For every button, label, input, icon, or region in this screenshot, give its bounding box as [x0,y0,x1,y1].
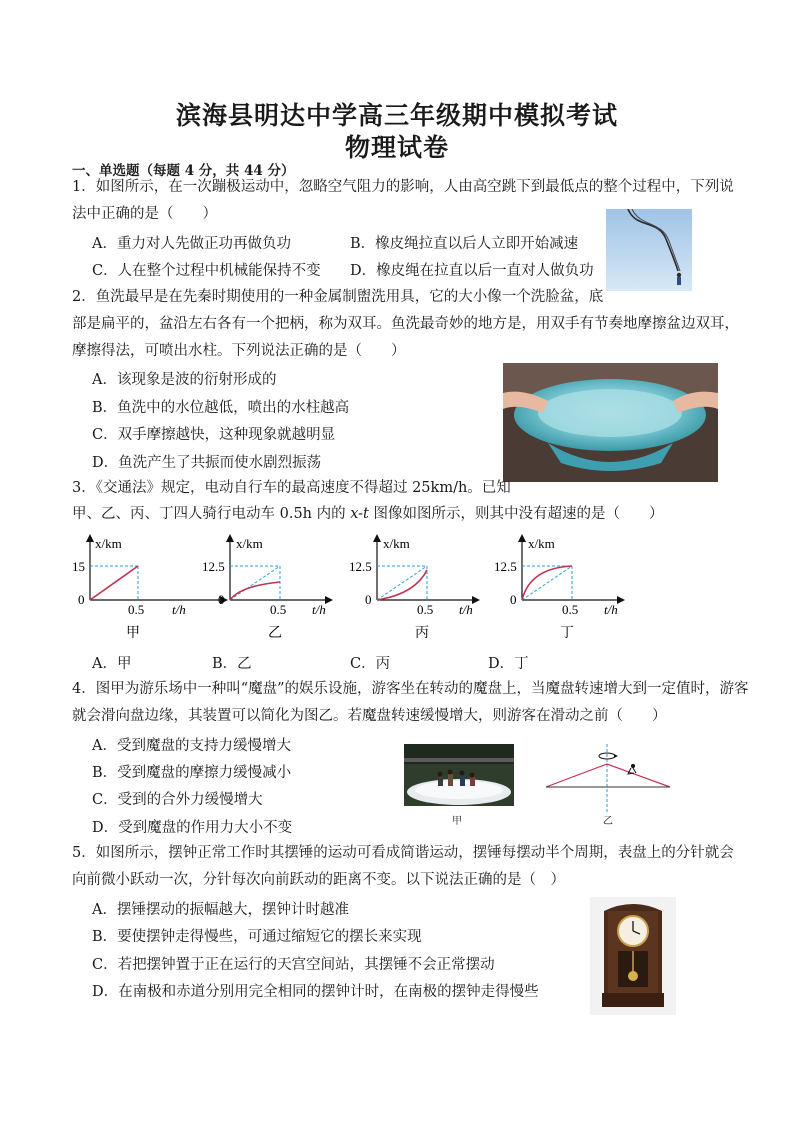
jia-caption: 甲 [126,626,140,641]
q5-option-c: C．若把摆钟置于正在运行的天宫空间站，其摆锤不会正常摆动 [92,957,495,973]
q3-stem-line2 [72,504,664,524]
q1-option-c: C．人在整个过程中机械能保持不变 [92,263,321,279]
q2-option-c: C．双手摩擦越快，这种现象就越明显 [92,427,336,443]
ding-origin: 0 [510,592,517,607]
q1-option-b: B．橡皮绳拉直以后人立即开始减速 [350,236,579,252]
q5-option-d: D．在南极和赤道分别用完全相同的摆钟计时，在南极的摆钟走得慢些 [92,984,539,1000]
q3-stem-text-a: 甲、乙、丙、丁四人骑行电动车 0.5h 内的 [72,506,351,522]
q1-stem-line1: 1．如图所示，在一次蹦极运动中，忽略空气阻力的影响，人由高空跳下到最低点的整个过程中，下列说 [72,179,734,195]
q4-option-c: C．受到的合外力缓慢增大 [92,792,263,808]
q3-option-b: B．乙 [212,656,252,672]
jia-ytick: 15 [72,559,85,574]
ding-xlabel: t/h [604,602,618,617]
q3-stem-line1: 3．《交通法》规定，电动自行车的最高速度不得超过 25km/h。已知 [72,480,511,496]
q4-caption-jia: 甲 [452,816,462,827]
bungee-photo [606,209,692,291]
fish-basin-photo [503,363,718,482]
ding-caption: 丁 [560,626,574,641]
jia-ylabel: x/km [95,536,122,551]
exam-subtitle: 物理试卷 [344,133,449,162]
q1-option-a: A．重力对人先做正功再做负功 [92,236,291,252]
yi-xtick: 0.5 [270,602,287,617]
graph-ding [490,530,660,650]
ding-ylabel: x/km [528,536,555,551]
jia-xlabel: t/h [172,602,186,617]
q4-stem-line1: 4．图甲为游乐场中一种叫“魔盘”的娱乐设施，游客坐在转动的魔盘上，当魔盘转速增大到一定值时，游客 [72,681,749,697]
q2-option-b: B．鱼洗中的水位越低，喷出的水柱越高 [92,400,350,416]
exam-title: 滨海县明达中学高三年级期中模拟考试 [175,101,618,130]
yi-xlabel: t/h [312,602,326,617]
ding-ytick: 12.5 [494,559,517,574]
q3-option-d: D．丁 [488,656,529,672]
q2-option-a: A．该现象是波的衍射形成的 [92,372,277,388]
q5-stem-line2: 向前微小跃动一次，分针每次向前跃动的距离不变。以下说法正确的是（ ） [72,872,565,888]
magic-disk-diagram [540,742,680,822]
q4-option-d: D．受到魔盘的作用力大小不变 [92,820,293,836]
q2-stem-line3: 摩擦得法，可喷出水柱。下列说法正确的是（ ） [72,343,406,359]
bing-origin: 0 [365,592,372,607]
q3-stem-var: x-t [350,506,369,522]
q3-stem-text-b: 图像如图所示，则其中没有超速的是（ ） [368,506,664,522]
bing-ylabel: x/km [383,536,410,551]
q5-option-b: B．要使摆钟走得慢些，可通过缩短它的摆长来实现 [92,929,422,945]
q2-option-d: D．鱼洗产生了共振而使水剧烈振荡 [92,455,322,471]
q4-option-b: B．受到魔盘的摩擦力缓慢减小 [92,765,292,781]
q4-caption-yi: 乙 [603,816,613,827]
yi-ylabel: x/km [236,536,263,551]
magic-disk-photo [404,744,514,806]
graph-yi [200,530,370,650]
yi-caption: 乙 [268,626,282,641]
q3-option-c: C．丙 [350,656,391,672]
bing-xlabel: t/h [459,602,473,617]
q1-option-d: D．橡皮绳在拉直以后一直对人做负功 [350,263,594,279]
q2-stem-line2: 部是扁平的，盆沿左右各有一个把柄，称为双耳。鱼洗最奇妙的地方是，用双手有节奏地摩擦盆边双耳， [72,316,739,332]
jia-origin: 0 [78,592,85,607]
yi-ytick: 12.5 [202,559,225,574]
bing-xtick: 0.5 [417,602,434,617]
pendulum-clock-photo [590,897,676,1015]
yi-origin: 0 [218,592,225,607]
q5-option-a: A．摆锤摆动的振幅越大，摆钟计时越准 [92,902,349,918]
q3-option-a: A．甲 [92,656,132,672]
bing-caption: 丙 [415,626,429,641]
section-heading: 一、单选题（每题 4 分，共 44 分） [72,163,295,179]
q4-stem-line2: 就会滑向盘边缘，其装置可以简化为图乙。若魔盘转速缓慢增大，则游客在滑动之前（ ） [72,708,667,724]
q2-stem-line1: 2．鱼洗最早是在先秦时期使用的一种金属制盥洗用具，它的大小像一个洗脸盆，底 [72,289,604,305]
ding-xtick: 0.5 [562,602,579,617]
bing-ytick: 12.5 [349,559,372,574]
q1-stem-line2: 法中正确的是（ ） [72,206,217,222]
jia-xtick: 0.5 [128,602,145,617]
q4-option-a: A．受到魔盘的支持力缓慢增大 [92,738,291,754]
q5-stem-line1: 5．如图所示，摆钟正常工作时其摆锤的运动可看成简谐运动，摆锤每摆动半个周期，表盘上的分针就会 [72,845,734,861]
